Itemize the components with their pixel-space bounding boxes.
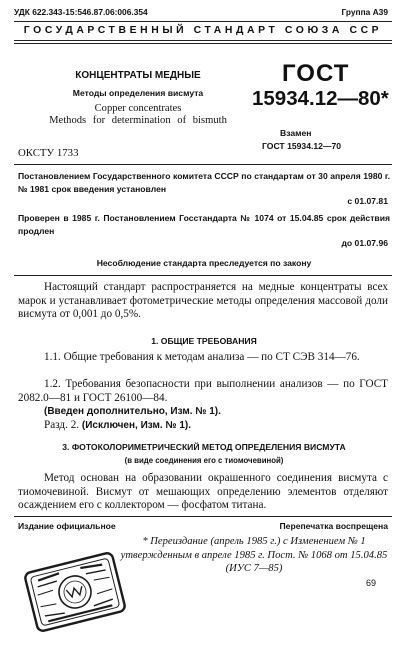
section2-removed: [44, 419, 191, 431]
intro-paragraph: Настоящий стандарт распространяется на медные концентраты всех марок и устанавливает фотометрические методы определения массовой доли висмута от 0,001 до 0,5%.: [18, 281, 388, 320]
legal-warning: Несоблюдение стандарта преследуется по закону: [96, 258, 312, 268]
reissue-note-line1: * Переиздание (апрель 1985 г.) с Изменением № 1: [142, 536, 366, 547]
page-number: 69: [365, 578, 376, 588]
title-rule: [14, 164, 392, 165]
reissue-note-line3: (ИУС 7—85): [225, 563, 283, 574]
reprint-prohibited: Перепечатка воспрещена: [279, 521, 388, 531]
document-subtitle: Методы определения висмута: [72, 88, 204, 98]
section1-p2-note: (Введен дополнительно, Изм. № 1).: [44, 406, 221, 417]
section3-subheading: (в виде соединения его с тиомочевиной): [124, 456, 284, 465]
gost-label: ГОСТ: [282, 60, 350, 87]
gost-number: 15934.12—80*: [252, 87, 389, 110]
document-title: КОНЦЕНТРАТЫ МЕДНЫЕ: [75, 70, 201, 81]
reissue-note: [120, 535, 388, 576]
replaces-label: Взамен: [280, 128, 312, 138]
extension-text: Проверен в 1985 г. Постановлением Госстандарта № 1074 от 15.04.85 срок действия продлен: [18, 213, 390, 236]
section2-note: (Исключен, Изм. № 1).: [81, 420, 192, 431]
section1-heading: 1. ОБЩИЕ ТРЕБОВАНИЯ: [151, 336, 257, 346]
udk-code: УДК 622.343-15:546.87.06:006.354: [14, 7, 148, 17]
reissue-note-line2: утвержденным в апреле 1985 г. Пост. № 1068 от 15.04.85: [120, 549, 388, 561]
english-title: Copper concentrates: [94, 103, 182, 114]
extension-date: до 01.07.96: [341, 238, 388, 248]
decree-rule: [14, 275, 392, 276]
section1-p1: 1.1. Общие требования к методам анализа — по СТ СЭВ 314—76.: [44, 351, 360, 363]
section3-heading: 3. ФОТОКОЛОРИМЕТРИЧЕСКИЙ МЕТОД ОПРЕДЕЛЕНИЯ ВИСМУТА: [62, 442, 346, 452]
group-code: Группа А39: [341, 7, 388, 17]
decree-text: Постановлением Государственного комитета СССР по стандартам от 30 апреля 1980 г. № 1981 срок введения установлен: [18, 171, 390, 194]
section1-p2: 1.2. Требования безопасности при выполнении анализов — по ГОСТ 2082.0—81 и ГОСТ 26100—84.: [18, 378, 388, 404]
section3-p1: Метод основан на образовании окрашенного соединения висмута с тиомочевиной. Висмут от мешающих определению элементов отделяют осаждением его с коллектором — фосфатом титана.: [18, 472, 388, 511]
replaces-value: ГОСТ 15934.12—70: [262, 141, 342, 151]
header-top-rule: [14, 21, 392, 22]
decree-date: с 01.07.81: [347, 196, 388, 206]
official-stamp-icon: [20, 548, 130, 636]
header-double-rule: [14, 40, 392, 44]
okstu-code: ОКСТУ 1733: [18, 147, 79, 159]
official-edition: Издание официальное: [18, 521, 116, 531]
standard-banner: ГОСУДАРСТВЕННЫЙ СТАНДАРТ СОЮЗА ССР: [23, 25, 383, 36]
footer-rule: [14, 516, 392, 517]
english-subtitle: Methods for determination of bismuth: [49, 115, 227, 126]
section2-label: Разд. 2.: [44, 419, 80, 431]
